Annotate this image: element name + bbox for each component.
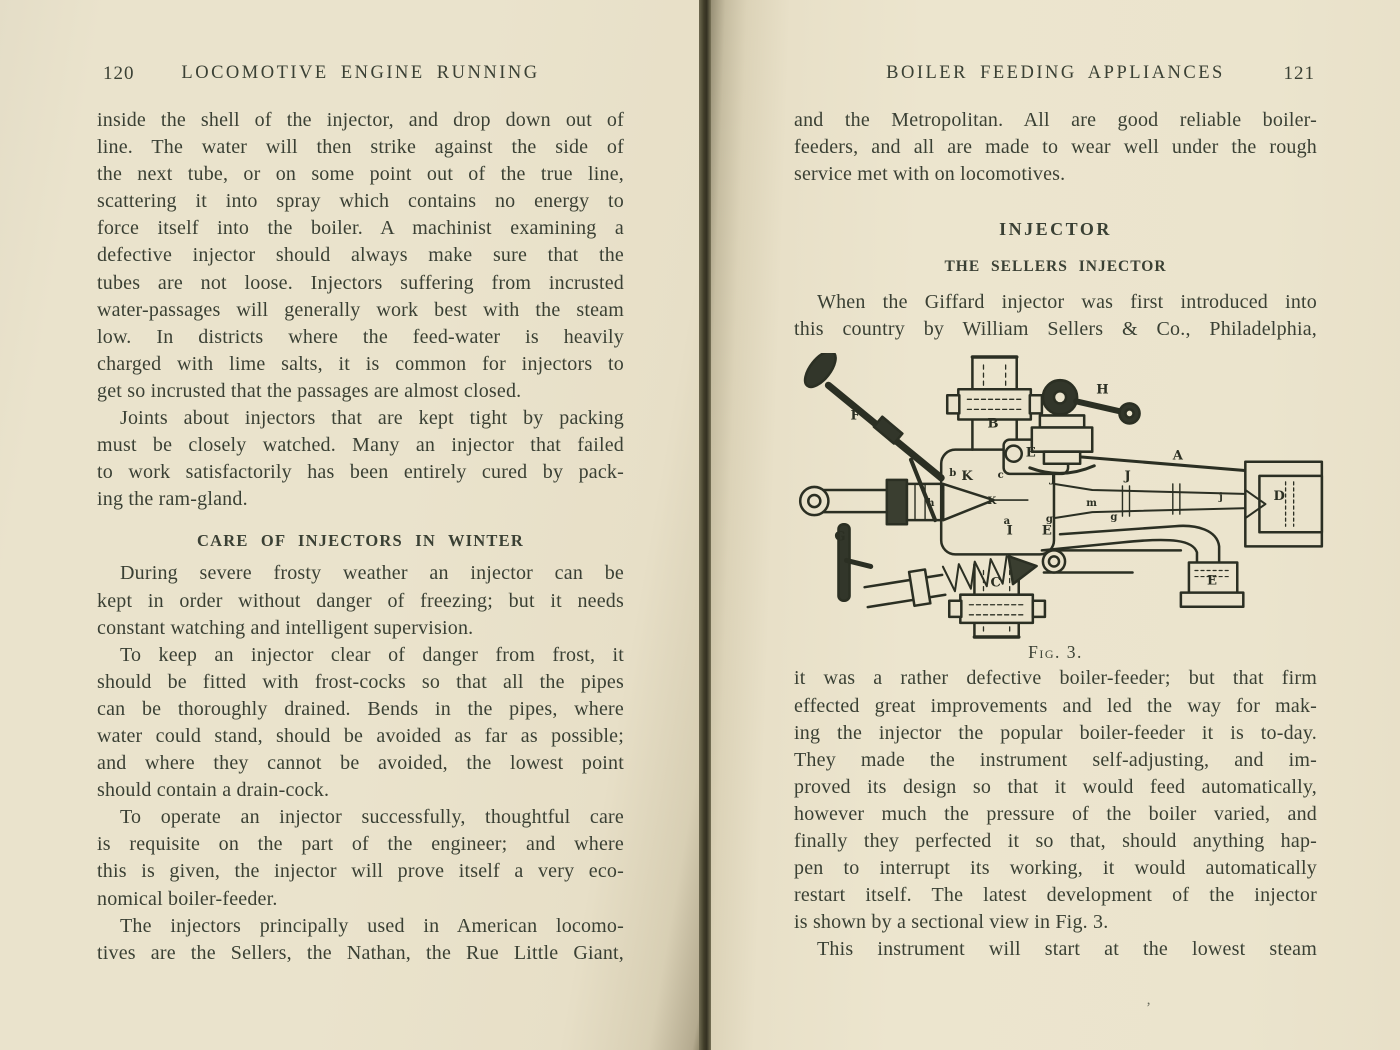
text-line: nomical boiler-feeder.: [97, 887, 278, 910]
text-line: to work satisfactorily has been entirely cured by pack-: [97, 461, 624, 484]
figure-label-G: G: [834, 529, 846, 545]
paragraph: [97, 560, 624, 641]
text-line: ing the injector the popular boiler-feeder it is to-day.: [794, 721, 1317, 744]
figure-label-I: I: [1006, 523, 1013, 539]
text-line: They made the instrument self-adjusting, and im-: [794, 748, 1317, 771]
text-line: During severe frosty weather an injector can be: [120, 562, 624, 585]
paragraph: [97, 913, 624, 967]
text-line: kept in order without danger of freezing; but it needs: [97, 589, 624, 612]
right-body-top: [794, 107, 1317, 343]
text-line: To operate an injector successfully, thoughtful care: [120, 806, 624, 829]
figure-label-H: H: [1096, 382, 1109, 398]
figure-label-E: E: [1025, 446, 1036, 462]
paragraph: [794, 289, 1317, 343]
text-line: charged with lime salts, it is common for injectors to: [97, 352, 624, 375]
text-line: pen to interrupt its working, it would automatically: [794, 857, 1317, 880]
text-line: tubes are not loose. Injectors suffering from incrusted: [97, 271, 624, 294]
figure-label-K: K: [961, 469, 973, 485]
figure-caption: Fig. 3.: [1028, 642, 1083, 663]
figure-label-m: m: [1086, 498, 1097, 510]
figure-label-A: A: [1172, 449, 1183, 465]
figure-label-C: C: [990, 576, 1001, 592]
text-line: low. In districts where the feed-water is heavily: [97, 325, 624, 348]
figure-label-K: K: [987, 496, 997, 508]
paragraph: [794, 107, 1317, 188]
right-running-header: [794, 63, 1317, 89]
paragraph: [794, 665, 1317, 936]
figure-label-g: g: [1045, 514, 1053, 526]
text-line: constant watching and intelligent supervision.: [97, 616, 474, 639]
right-page-number: 121: [1283, 63, 1315, 84]
text-line: however much the pressure of the boiler varied, and: [794, 802, 1317, 825]
text-line: water-passages will generally work best with the steam: [97, 298, 624, 321]
text-line: proved its design so that it would feed automatically,: [794, 775, 1317, 798]
figure-label-j: j: [1219, 492, 1223, 504]
figure-label-c: c: [997, 470, 1004, 482]
figure-label-b: b: [949, 468, 957, 480]
text-line: finally they perfected it so that, should anything hap-: [794, 830, 1317, 853]
text-line: effected great improvements and led the way for mak-: [794, 694, 1317, 717]
text-line: can be thoroughly drained. Bends in the pipes, where: [97, 697, 624, 720]
paragraph: [794, 936, 1317, 963]
right-page-body: [794, 107, 1317, 964]
figure-3: [794, 353, 1317, 665]
text-line: scattering it into spray which contains no energy to: [97, 190, 624, 213]
right-page: [711, 0, 1400, 1050]
left-page-body: [97, 107, 624, 967]
figure-label-g: g: [1110, 512, 1118, 524]
text-line: The injectors principally used in American locomo-: [120, 914, 624, 937]
text-line: This instrument will start at the lowest steam: [817, 938, 1317, 961]
text-line: service met with on locomotives.: [794, 163, 1066, 186]
text-line: ing the ram-gland.: [97, 488, 248, 511]
text-line: this country by William Sellers & Co., Philadelphia,: [794, 318, 1317, 341]
paragraph: [97, 642, 624, 805]
text-line: Joints about injectors that are kept tight by packing: [120, 407, 624, 430]
scan-artifact-mark: ’: [1146, 1000, 1151, 1016]
injector-heading: INJECTOR: [999, 219, 1112, 240]
figure-label-J: J: [1049, 471, 1057, 487]
figure-label-a: a: [1003, 516, 1011, 528]
text-line: restart itself. The latest development of the injector: [794, 884, 1317, 907]
text-line: inside the shell of the injector, and drop down out of: [97, 109, 624, 131]
paragraph: [97, 405, 624, 513]
care-of-injectors-heading: CARE OF INJECTORS IN WINTER: [197, 531, 524, 551]
text-line: and the Metropolitan. All are good reliable boiler-: [794, 109, 1317, 131]
right-body-bottom: [794, 665, 1317, 963]
figure-label-E: E: [1207, 574, 1218, 590]
left-header-title: LOCOMOTIVE ENGINE RUNNING: [181, 63, 540, 83]
text-line: should contain a drain-cock.: [97, 779, 330, 802]
text-line: To keep an injector clear of danger from frost, it: [120, 643, 624, 666]
text-line: line. The water will then strike against the side of: [97, 136, 624, 159]
figure-label-E: E: [1041, 523, 1052, 539]
text-line: feeders, and all are made to wear well under the rough: [794, 136, 1317, 159]
figure-label-J: J: [1124, 469, 1131, 485]
paragraph: [97, 804, 624, 912]
text-line: get so incrusted that the passages are almost closed.: [97, 379, 522, 402]
left-running-header: [97, 63, 624, 89]
figure-label-h: h: [927, 498, 935, 510]
text-line: is requisite on the part of the engineer; and where: [97, 833, 624, 856]
text-line: water could stand, should be avoided as far as possible;: [97, 724, 624, 747]
figure-label-D: D: [1273, 489, 1285, 505]
left-page-number: 120: [103, 63, 135, 84]
text-line: force itself into the boiler. A machinist examining a: [97, 217, 624, 240]
text-line: and where they cannot be avoided, the lowest point: [97, 752, 624, 775]
paragraph: [97, 107, 624, 405]
text-line: defective injector should always make sure that the: [97, 244, 624, 267]
text-line: When the Giffard injector was first introduced into: [817, 291, 1317, 314]
sellers-injector-heading: THE SELLERS INJECTOR: [944, 258, 1167, 276]
text-line: it was a rather defective boiler-feeder; but that firm: [794, 667, 1317, 690]
text-line: is shown by a sectional view in Fig. 3.: [794, 911, 1109, 934]
text-line: must be closely watched. Many an injector that failed: [97, 434, 624, 457]
text-line: should be fitted with frost-cocks so that all the pipes: [97, 670, 624, 693]
figure-label-B: B: [987, 416, 999, 432]
text-line: this is given, the injector will prove itself a very eco-: [97, 860, 624, 883]
text-line: tives are the Sellers, the Nathan, the Rue Little Giant,: [97, 941, 624, 964]
injector-figure: [790, 353, 1324, 639]
right-header-title: BOILER FEEDING APPLIANCES: [886, 63, 1225, 83]
figure-label-F: F: [850, 408, 860, 424]
text-line: the next tube, or on some point out of the true line,: [97, 163, 624, 186]
